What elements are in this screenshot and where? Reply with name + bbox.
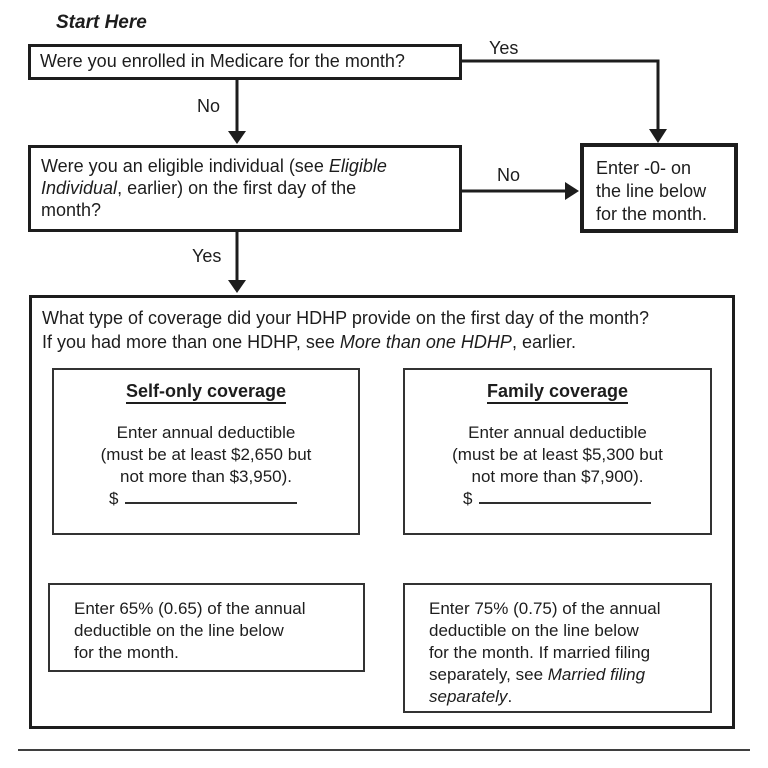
text-line: Enter 65% (0.65) of the annual	[74, 599, 306, 618]
bottom-rule	[18, 749, 750, 751]
dollar-sign: $	[463, 489, 473, 508]
box-family-coverage	[403, 368, 712, 535]
box-medicare-question	[28, 44, 462, 80]
box-family-result	[403, 583, 712, 713]
text-line: not more than $7,900).	[471, 467, 644, 486]
text-line: What type of coverage did your HDHP provide on the first day of the month?	[42, 308, 649, 328]
self-only-dollar-row	[54, 488, 358, 510]
self-only-coverage-body	[54, 422, 358, 488]
text-line: (must be at least $5,300 but	[452, 445, 663, 464]
text-line: deductible on the line below	[74, 621, 284, 640]
dollar-blank-line	[479, 489, 651, 504]
dollar-blank-line	[125, 489, 297, 504]
text-line: (must be at least $2,650 but	[100, 445, 312, 464]
arrowhead-no-side	[565, 182, 579, 200]
family-coverage-body	[405, 422, 710, 488]
arrowhead-yes-top	[649, 129, 667, 143]
start-here-label: Start Here	[56, 12, 147, 33]
text-line: month?	[41, 200, 102, 220]
text-line: separately, see Married filing	[429, 665, 646, 684]
text-line: for the month. If married filing	[429, 643, 651, 662]
text-line: deductible on the line below	[429, 621, 639, 640]
text-line: Were you enrolled in Medicare for the month?	[40, 51, 405, 71]
text-line: Were you an eligible individual (see Eligible	[41, 156, 387, 176]
hdhp-header	[42, 306, 728, 354]
label-no-top: No	[197, 96, 221, 116]
text-line: If you had more than one HDHP, see More than one HDHP, earlier.	[42, 332, 576, 352]
text-line: Enter 75% (0.75) of the annual	[429, 599, 661, 618]
text-line: Enter annual deductible	[116, 423, 296, 442]
label-no-side: No	[497, 165, 521, 185]
box-self-result	[48, 583, 365, 672]
text-line: Individual, earlier) on the first day of the	[41, 178, 357, 198]
box-eligible-question	[28, 145, 462, 232]
text-line: Enter -0- on	[596, 158, 692, 178]
text-line: not more than $3,950).	[119, 467, 292, 486]
family-dollar-row	[405, 488, 710, 510]
family-coverage-title: Family coverage	[487, 382, 628, 404]
arrowhead-no-top	[228, 131, 246, 144]
label-yes-top: Yes	[489, 38, 519, 58]
text-line: for the month.	[74, 643, 179, 662]
dollar-sign: $	[109, 489, 119, 508]
box-enter-zero	[580, 143, 738, 233]
text-line: separately.	[429, 687, 513, 706]
text-line: the line below	[596, 181, 707, 201]
text-line: for the month.	[596, 204, 708, 224]
connector-yes-top	[462, 61, 658, 130]
label-yes-bottom: Yes	[192, 246, 222, 266]
box-self-only-coverage	[52, 368, 360, 535]
self-only-coverage-title: Self-only coverage	[126, 382, 286, 404]
arrowhead-yes-bottom	[228, 280, 246, 293]
text-line: Enter annual deductible	[468, 423, 647, 442]
